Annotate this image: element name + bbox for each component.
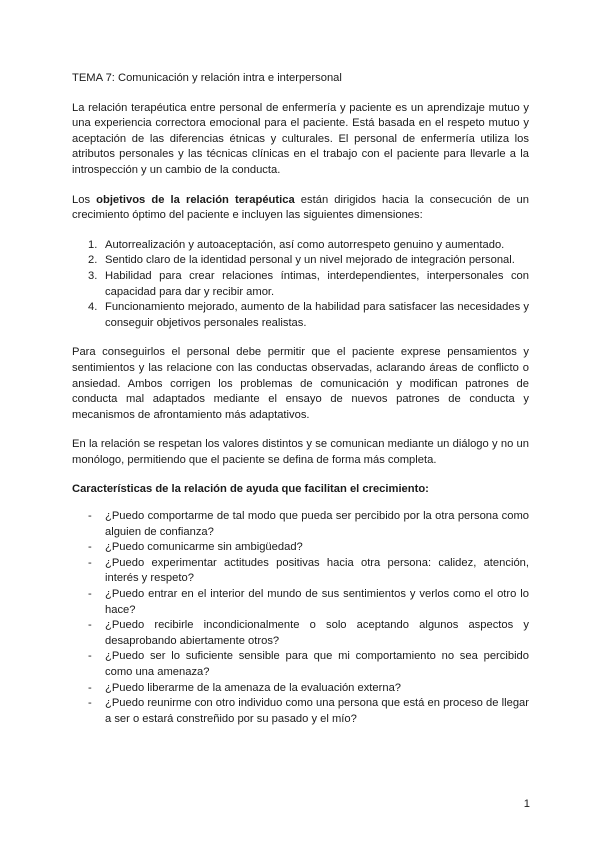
bullet-dash: -: [88, 588, 92, 601]
section-heading: Características de la relación de ayuda que facilitan el crecimiento:: [72, 483, 429, 496]
bullet-dash: -: [88, 650, 92, 663]
question-text: ¿Puedo comunicarme sin ambigüedad?: [105, 541, 303, 554]
list-number: 3.: [88, 269, 98, 282]
bullet-dash: -: [88, 541, 92, 554]
list-item: [72, 649, 529, 680]
list-item: [72, 253, 529, 269]
conseguir-paragraph: Para conseguirlos el personal debe permitir que el paciente exprese pensamientos y sentimientos y las relacione con las conductas observadas, aclarando áreas de conflicto o ansiedad. Ambos corrigen los problemas de comunicación y modifican patrones de conducta mal adaptados mediante el ensayo de nuevos patrones de conducta y mecanismos de afrontamiento más adaptativos.: [72, 346, 529, 421]
page-content: [72, 71, 529, 727]
question-text: ¿Puedo comportarme de tal modo que pueda ser percibido por la otra persona como alguien de confianza?: [105, 510, 529, 538]
page-number: 1: [523, 798, 530, 810]
valores-paragraph: En la relación se respetan los valores distintos y se comunican mediante un diálogo y no un monólogo, permitiendo que el paciente se defina de forma más completa.: [72, 438, 529, 466]
list-item-text: Autorrealización y autoaceptación, así como autorrespeto genuino y aumentado.: [105, 238, 505, 251]
list-item: [72, 556, 529, 587]
list-item-text: Funcionamiento mejorado, aumento de la habilidad para satisfacer las necesidades y conseguir objetivos personales realistas.: [105, 301, 529, 329]
dimensions-list: [72, 238, 529, 332]
list-item: [72, 618, 529, 649]
list-item: [72, 540, 529, 556]
intro-paragraph: La relación terapéutica entre personal de enfermería y paciente es un aprendizaje mutuo y una experiencia correctora emocional para el paciente. Está basada en el respeto mutuo y aceptación de las diferencias étnicas y culturales. El personal de enfermería utiliza los atributos personales y las técnicas clínicas en el trabajo con el paciente para llevarle a la introspección y un cambio de la conducta.: [72, 101, 529, 176]
document-title: TEMA 7: Comunicación y relación intra e interpersonal: [72, 72, 342, 84]
objectives-rest: están dirigidos hacia la consecución de un crecimiento óptimo del paciente e incluyen las siguientes dimensiones:: [72, 193, 530, 222]
list-item: [72, 696, 529, 727]
list-item: [72, 587, 529, 618]
list-item: [72, 509, 529, 540]
bullet-dash: -: [88, 619, 92, 632]
bullet-dash: -: [88, 697, 92, 710]
question-text: ¿Puedo reunirme con otro individuo como una persona que está en proceso de llegar a ser o estará constreñido por su pasado y el mío?: [105, 697, 529, 725]
objectives-bold-term: objetivos de la relación terapéutica: [96, 193, 295, 206]
bullet-dash: -: [88, 556, 92, 569]
question-text: ¿Puedo liberarme de la amenaza de la evaluación externa?: [105, 681, 402, 694]
list-number: 4.: [88, 301, 98, 314]
list-item-text: Habilidad para crear relaciones íntimas, interdependientes, interpersonales con capacidad para dar y recibir amor.: [105, 269, 529, 298]
bullet-dash: -: [88, 510, 92, 523]
list-item: [72, 238, 529, 254]
list-item-text: Sentido claro de la identidad personal y un nivel mejorado de integración personal.: [105, 254, 515, 267]
objectives-paragraph: [72, 193, 529, 224]
list-item: [72, 300, 529, 331]
question-text: ¿Puedo recibirle incondicionalmente o solo aceptando algunos aspectos y desaprobando abiertamente otros?: [105, 619, 529, 647]
list-item: [72, 269, 529, 300]
questions-list: [72, 509, 529, 727]
question-text: ¿Puedo entrar en el interior del mundo de sus sentimientos y verlos como el otro lo hace?: [105, 588, 529, 616]
question-text: ¿Puedo experimentar actitudes positivas hacia otra persona: calidez, atención, interés y respeto?: [105, 556, 529, 585]
list-number: 2.: [88, 254, 98, 267]
objectives-lead: Los: [72, 193, 97, 206]
list-number: 1.: [88, 238, 98, 251]
bullet-dash: -: [88, 681, 92, 694]
question-text: ¿Puedo ser lo suficiente sensible para que mi comportamiento no sea percibido como una amenaza?: [105, 650, 529, 678]
list-item: [72, 681, 529, 697]
